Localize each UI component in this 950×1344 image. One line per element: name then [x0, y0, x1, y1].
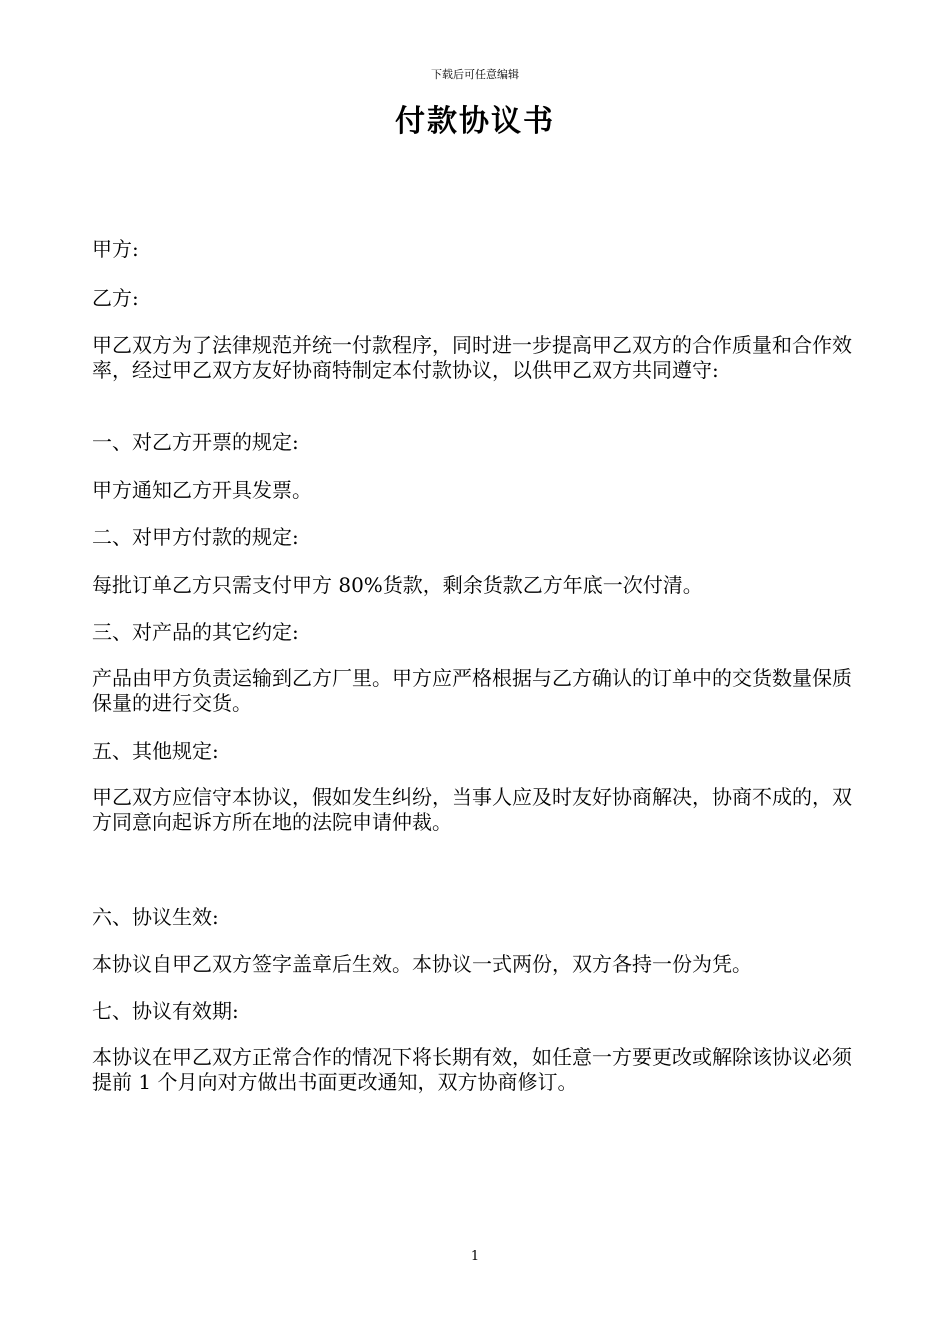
page-number: 1 [470, 1249, 480, 1264]
document-title: 付款协议书 [395, 104, 555, 139]
section-2-heading: 二、对甲方付款的规定: [92, 525, 299, 549]
section-3-body: 产品由甲方负责运输到乙方厂里。甲方应严格根据与乙方确认的订单中的交货数量保质保量的进行交货。 [92, 666, 852, 715]
section-5-body: 甲乙双方应信守本协议，假如发生纠纷，当事人应及时友好协商解决，协商不成的，双方同意向起诉方所在地的法院申请仲裁。 [92, 785, 852, 834]
section-5-heading: 五、其他规定: [92, 739, 219, 763]
party-b-label: 乙方: [92, 286, 139, 310]
section-1-heading: 一、对乙方开票的规定: [92, 430, 299, 454]
section-7-heading: 七、协议有效期: [92, 999, 239, 1023]
section-2-body: 每批订单乙方只需支付甲方 80%货款，剩余货款乙方年底一次付清。 [92, 573, 703, 597]
section-7-body: 本协议在甲乙双方正常合作的情况下将长期有效，如任意一方要更改或解除该协议必须提前 1 个月向对方做出书面更改通知，双方协商修订。 [92, 1045, 852, 1094]
section-1-body: 甲方通知乙方开具发票。 [92, 478, 312, 502]
header-note: 下载后可任意编辑 [431, 68, 519, 81]
section-6-heading: 六、协议生效: [92, 905, 219, 929]
preamble-paragraph: 甲乙双方为了法律规范并统一付款程序，同时进一步提高甲乙双方的合作质量和合作效率，经过甲乙双方友好协商特制定本付款协议，以供甲乙双方共同遵守: [92, 333, 852, 382]
party-a-label: 甲方: [92, 237, 139, 261]
section-3-heading: 三、对产品的其它约定: [92, 620, 299, 644]
section-6-body: 本协议自甲乙双方签字盖章后生效。本协议一式两份，双方各持一份为凭。 [92, 952, 752, 976]
